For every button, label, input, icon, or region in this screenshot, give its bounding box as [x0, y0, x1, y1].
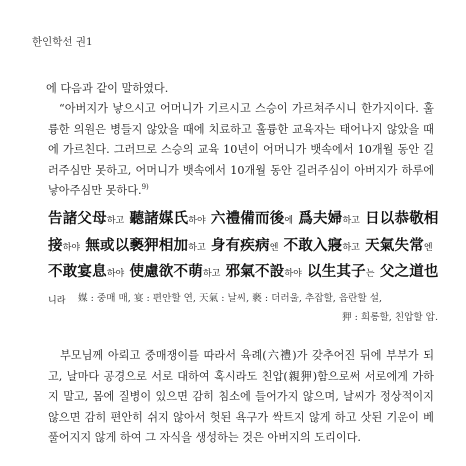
- hangul-particle: 하고: [342, 216, 360, 226]
- quote-paragraph: [48, 99, 434, 202]
- classical-segment: [298, 210, 360, 227]
- hanja-text: 天氣失常: [365, 236, 424, 254]
- classical-segment: [226, 263, 302, 280]
- hanja-text: 爲夫婦: [298, 210, 343, 227]
- hangul-particle: 하야: [284, 269, 302, 279]
- hanja-text: 無或以褻狎相加: [85, 236, 189, 254]
- hangul-particle: 하야: [106, 269, 125, 279]
- footnote-marker: 9): [141, 183, 149, 192]
- classical-segment: [365, 237, 433, 254]
- hangul-particle: 하야: [188, 216, 206, 226]
- hanja-text: 六禮備而後: [210, 210, 285, 227]
- hangul-particle: 는: [365, 269, 375, 279]
- classical-segment: [307, 263, 375, 280]
- hangul-particle: 하고: [202, 269, 221, 279]
- hangul-particle: 하고: [106, 216, 125, 226]
- running-header: 한인학선 권1: [32, 36, 93, 48]
- hangul-particle: 에: [284, 216, 294, 226]
- hanja-text: 告諸父母: [48, 210, 107, 227]
- hangul-particle: 하고: [342, 242, 360, 253]
- classical-segment: [129, 263, 220, 280]
- hangul-particle: 하야: [62, 242, 81, 253]
- hanja-text: 身有疾病: [210, 236, 270, 254]
- classical-segment: [85, 237, 205, 254]
- hanja-text: 不敢入寢: [283, 236, 343, 254]
- gloss-line-2: 狎 : 희롱할, 친압할 압.: [342, 311, 438, 323]
- character-gloss: [78, 290, 438, 328]
- hanja-text: 邪氣不設: [225, 263, 285, 280]
- classical-segment: [48, 210, 124, 227]
- hanja-text: 父之道也: [379, 263, 439, 280]
- translation-paragraph: 부모님께 아뢰고 중매쟁이를 따라서 육례(六禮)가 갖추어진 뒤에 부부가 되고, 날마다 공경으로 서로 대하여 혹시라도 친압(親狎)함으로써 서로에게 가하지 말고, 몸에 질병이 있으면 감히 침소에 들어가지 않으며, 날씨가 정상적이지 않으면 감히 편안히 쉬지 않아서 헛된 욕구가 싹트지 않게 하고 삿된 기운이 베풀어지지 않게 하여 그 자식을 생성하는 것은 아버지의 도리이다.: [48, 349, 434, 445]
- classical-segment: [284, 237, 360, 254]
- hanja-text: 使慮欲不萌: [129, 263, 203, 280]
- gloss-line-1: 媒 : 중매 매, 宴 : 편안할 연, 天氣 : 날씨, 褻 : 더러울, 추잡할, 음란할 설,: [78, 293, 383, 304]
- classical-segment: [48, 263, 124, 280]
- hangul-particle: 엔: [269, 242, 279, 253]
- classical-segment: [129, 210, 205, 227]
- hanja-text: 聽諸媒氏: [129, 210, 189, 227]
- hanja-text: 日以恭敬相接: [48, 210, 439, 254]
- hanja-text: 不敢宴息: [48, 263, 107, 280]
- hangul-particle: 니라: [48, 295, 66, 306]
- intro-line: 에 다음과 같이 말하였다.: [46, 82, 169, 95]
- classical-segment: [211, 237, 279, 254]
- hangul-particle: 엔: [423, 242, 433, 253]
- quote-text: “아버지가 낳으시고 어머니가 기르시고 스승이 가르쳐주시니 한가지이다. 훌륭한 의원은 병들지 않았을 때에 치료하고 훌륭한 교육자는 태어나지 않았을 때에 가르친다. 그러므로 스승의 교육 10년이 어머니가 뱃속에서 10개월 동안 길러주심만 못하고, 어머니가 뱃속에서 10개월 동안 길러주심이 아버지가 하루에 낳아주심만 못하다.: [48, 102, 434, 198]
- classical-segment: [211, 210, 293, 227]
- hangul-particle: 하고: [188, 242, 206, 253]
- hanja-text: 以生其子: [307, 263, 366, 280]
